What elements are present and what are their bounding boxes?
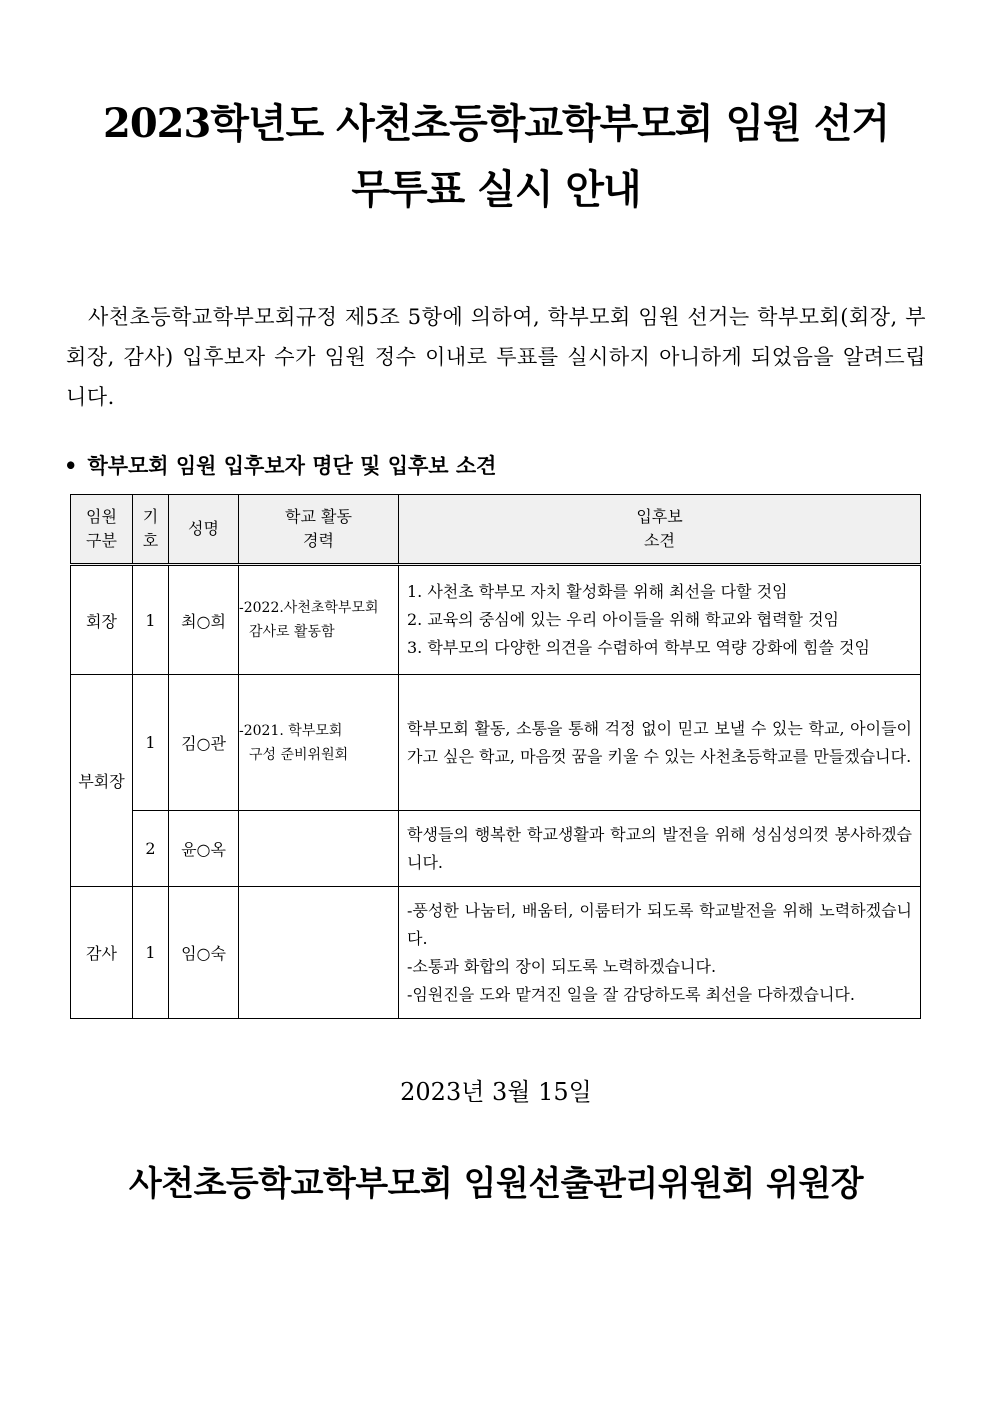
candidate-table (70, 494, 921, 1019)
title-line-2: 무투표 실시 안내 (351, 166, 641, 213)
document-date: 2023년 3월 15일 (400, 1078, 592, 1106)
header-role: 임원 구분 (71, 495, 133, 565)
header-name: 성명 (169, 495, 239, 565)
bullet-icon: • (64, 453, 78, 478)
career-cell (239, 887, 399, 1019)
name-cell: 윤○옥 (169, 811, 239, 887)
title-line-1: 2023학년도 사천초등학교학부모회 임원 선거 (103, 100, 889, 147)
table-row (71, 565, 921, 675)
condition-cell: 1. 사천초 학부모 자치 활성화를 위해 최선을 다할 것임 2. 교육의 중심에 있는 우리 아이들을 위해 학교와 협력할 것임 3. 학부모의 다양한 의견을 수렴하여 학부모 역량 강화에 힘쓸 것임 (399, 565, 921, 675)
role-cell: 부회장 (71, 675, 133, 887)
role-cell: 감사 (71, 887, 133, 1019)
condition-cell: 학생들의 행복한 학교생활과 학교의 발전을 위해 성심성의껏 봉사하겠습니다. (399, 811, 921, 887)
section-heading (64, 450, 496, 480)
career-cell (239, 811, 399, 887)
name-cell: 최○희 (169, 565, 239, 675)
table-row (71, 811, 921, 887)
number-cell: 1 (133, 675, 169, 811)
intro-text: 사천초등학교학부모회규정 제5조 5항에 의하여, 학부모회 임원 선거는 학부모회(회장, 부회장, 감사) 입후보자 수가 임원 정수 이내로 투표를 실시하지 아니하게 되었음을 알려드립니다. (66, 305, 926, 409)
name-cell: 임○숙 (169, 887, 239, 1019)
header-career: 학교 활동 경력 (239, 495, 399, 565)
condition-cell: 학부모회 활동, 소통을 통해 걱정 없이 믿고 보낼 수 있는 학교, 아이들이 가고 싶은 학교, 마음껏 꿈을 키울 수 있는 사천초등학교를 만들겠습니다. (399, 675, 921, 811)
role-cell: 회장 (71, 565, 133, 675)
header-condition: 입후보 소견 (399, 495, 921, 565)
intro-paragraph (66, 297, 926, 417)
section-heading-text: 학부모회 임원 입후보자 명단 및 입후보 소견 (87, 453, 497, 478)
table-row (71, 887, 921, 1019)
number-cell: 1 (133, 565, 169, 675)
table-row (71, 675, 921, 811)
name-cell: 김○관 (169, 675, 239, 811)
condition-cell: -풍성한 나눔터, 배움터, 이룸터가 되도록 학교발전을 위해 노력하겠습니다. -소통과 화합의 장이 되도록 노력하겠습니다. -임원진을 도와 맡겨진 일을 잘 감당하도록 최선을 다하겠습니다. (399, 887, 921, 1019)
career-cell: -2021. 학부모회 구성 준비위원회 (239, 675, 399, 811)
number-cell: 1 (133, 887, 169, 1019)
career-cell: -2022.사천초학부모회 감사로 활동함 (239, 565, 399, 675)
signer-title: 사천초등학교학부모회 임원선출관리위원회 위원장 (128, 1164, 864, 1204)
number-cell: 2 (133, 811, 169, 887)
table-header-row (71, 495, 921, 565)
header-number: 기 호 (133, 495, 169, 565)
